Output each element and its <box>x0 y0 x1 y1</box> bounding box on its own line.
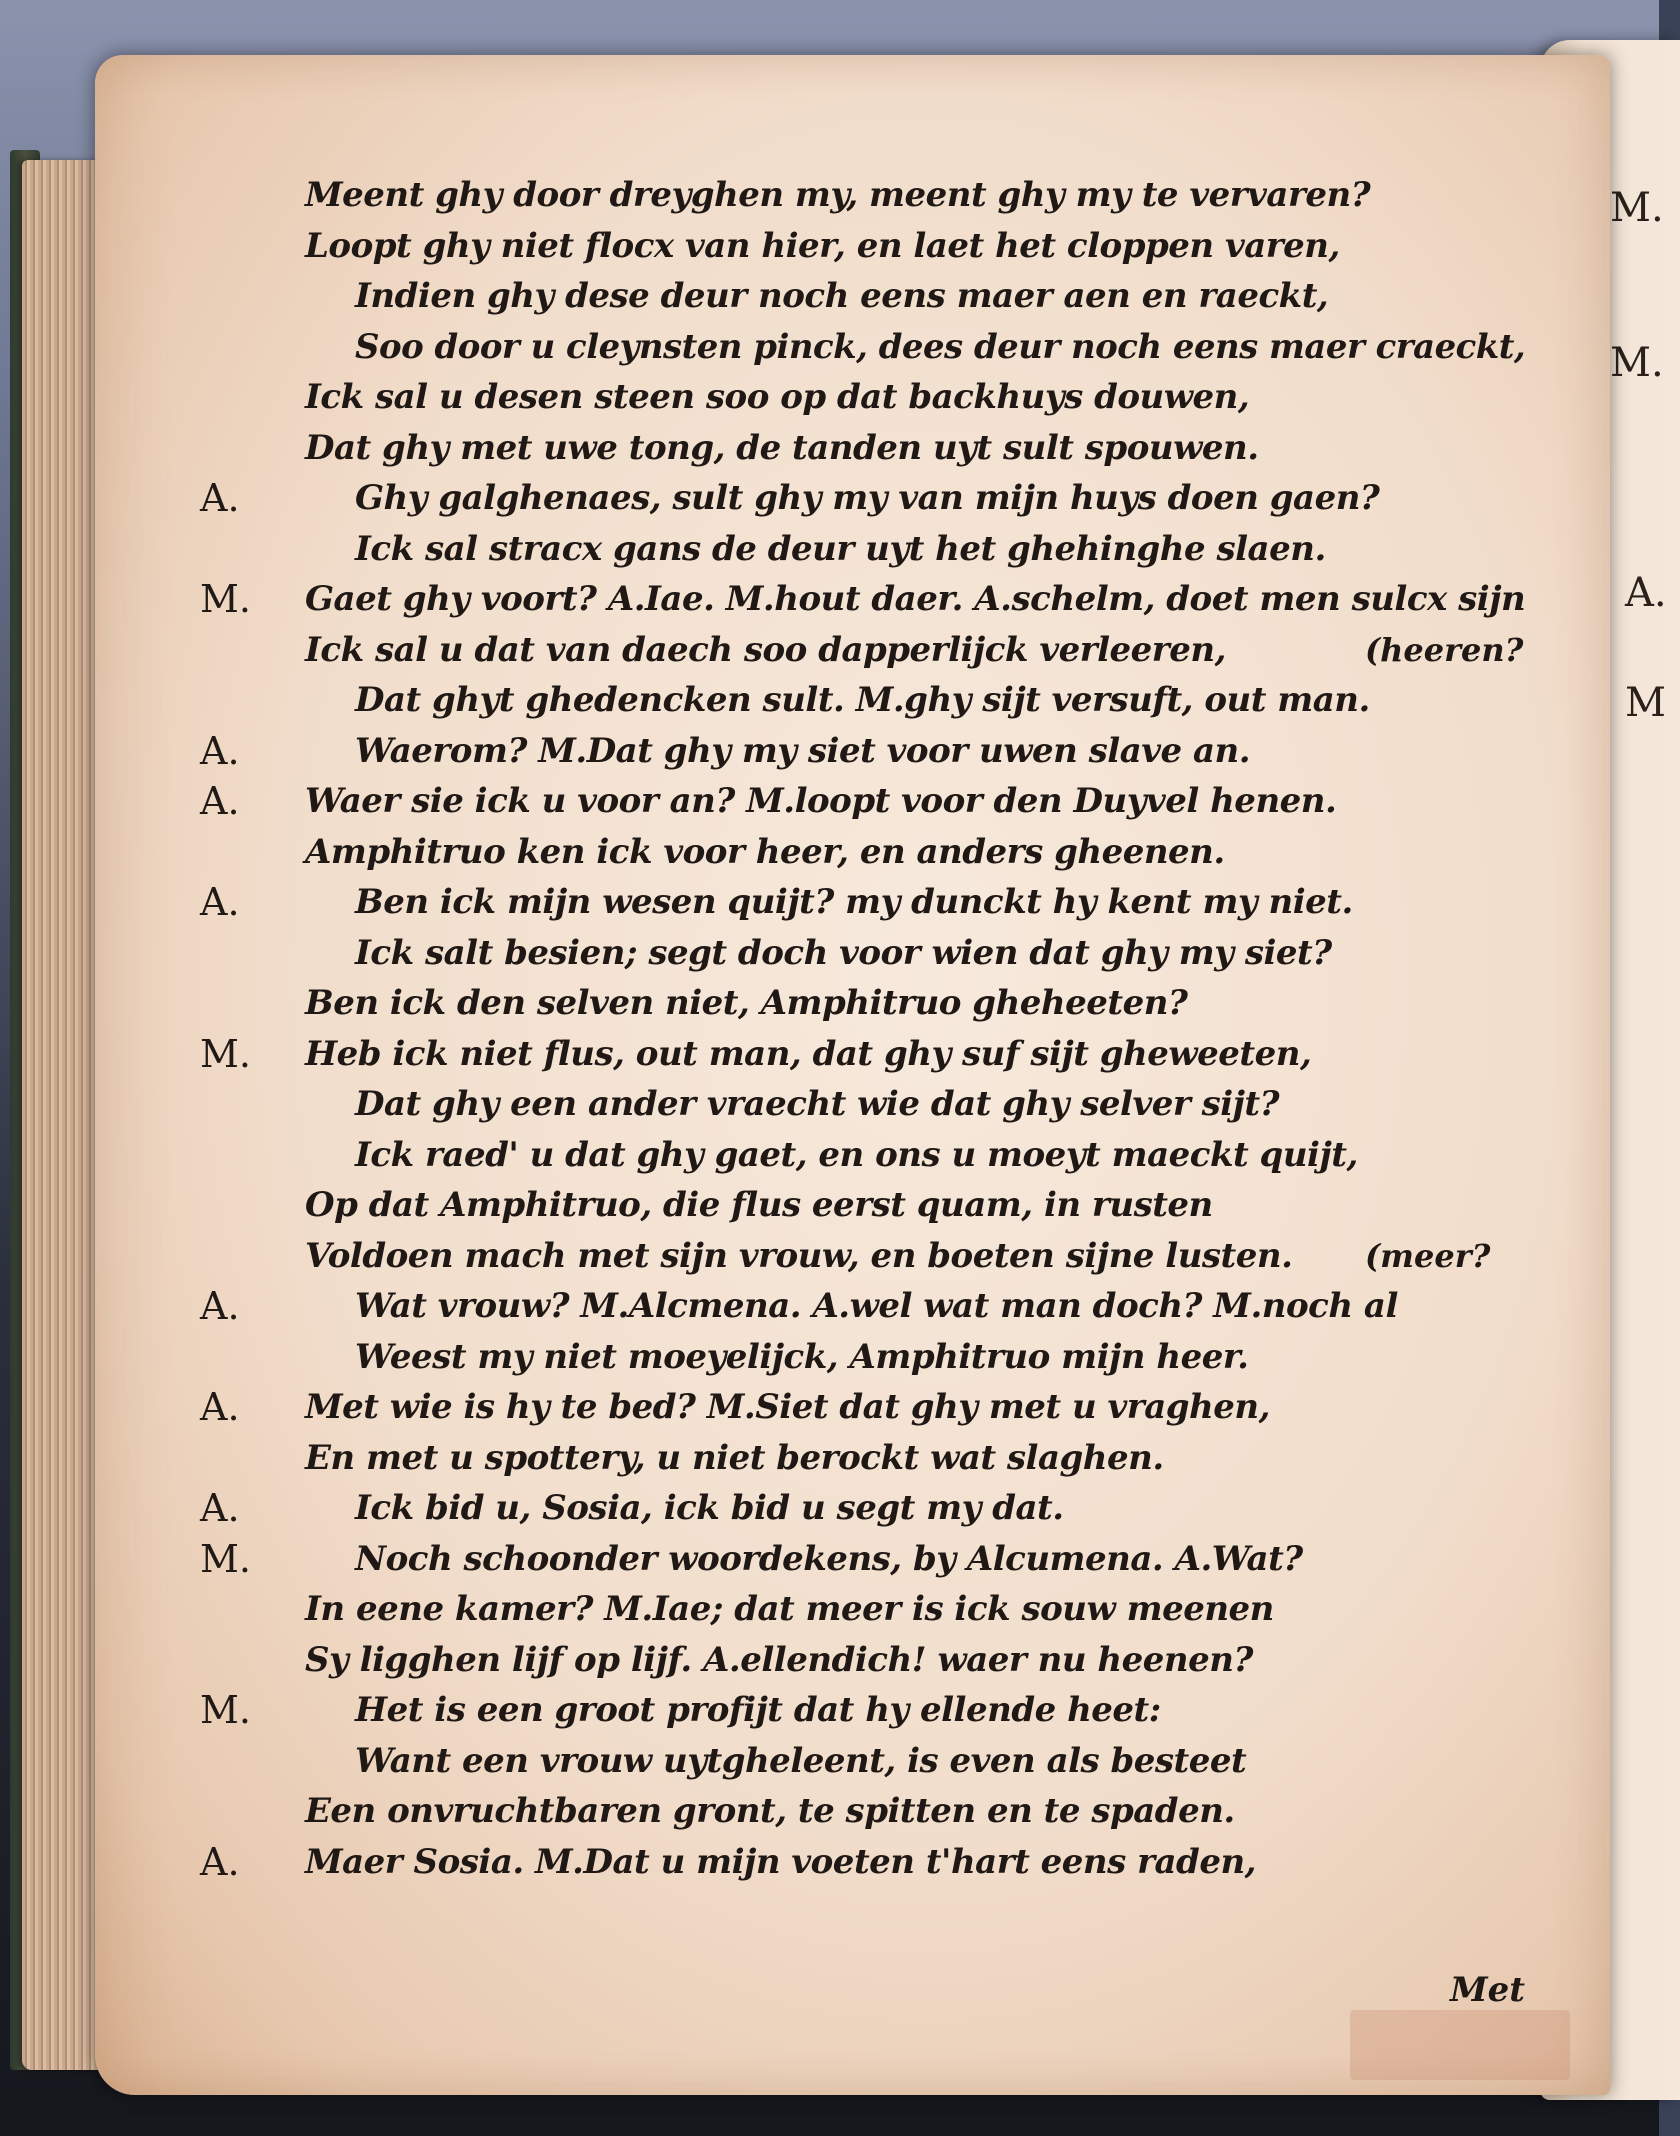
verse-line <box>0 1433 1659 1483</box>
verse-line <box>0 1635 1659 1685</box>
verse-text: Waer sie ick u voor an? M.loopt voor den Duyvel henen. <box>305 781 1337 821</box>
verse-line <box>0 1079 1659 1129</box>
verse-text: Soo door u cleynsten pinck, dees deur noch eens maer craeckt, <box>355 326 1526 367</box>
verse-line <box>0 625 1659 675</box>
verse-text: Ick sal u desen steen soo op dat backhuys douwen, <box>305 377 1250 417</box>
verse-line <box>0 1736 1659 1786</box>
verse-line <box>0 1685 1659 1735</box>
facing-speaker-mark: A. <box>1625 570 1667 616</box>
facing-speaker-mark: M <box>1625 680 1666 726</box>
speaker-label: A. <box>200 1385 240 1429</box>
verse-text: Loopt ghy niet flocx van hier, en laet het cloppen varen, <box>305 225 1340 266</box>
verse-text: Ick sal stracx gans de deur uyt het ghehinghe slaen. <box>355 528 1326 569</box>
verse-text: Meent ghy door dreyghen my, meent ghy my te vervaren? <box>305 175 1371 215</box>
speaker-label: M. <box>200 1688 251 1732</box>
verse-text: Ick raed' u dat ghy gaet, en ons u moeyt maeckt quijt, <box>355 1134 1358 1175</box>
verse-line <box>0 271 1659 321</box>
turnover-note: (meer? <box>1365 1236 1491 1275</box>
speaker-label: A. <box>200 476 240 520</box>
verse-text: Ick sal u dat van daech soo dapperlijck verleeren, <box>305 629 1226 670</box>
verse-text: Noch schoonder woordekens, by Alcumena. A.Wat? <box>355 1538 1303 1579</box>
verse-text: Ghy galghenaes, sult ghy my van mijn huys doen gaen? <box>355 478 1380 518</box>
verse-line <box>0 1231 1659 1281</box>
verse-text: En met u spottery, u niet berockt wat slaghen. <box>305 1437 1164 1478</box>
speaker-label: A. <box>200 728 240 773</box>
verse-text: Gaet ghy voort? A.Iae. M.hout daer. A.schelm, doet men sulcx sijn <box>305 579 1526 619</box>
verse-text: Waerom? M.Dat ghy my siet voor uwen slave an. <box>355 730 1251 771</box>
verse-text: Ick salt besien; segt doch voor wien dat ghy my siet? <box>355 932 1332 973</box>
verse-line <box>0 1534 1659 1584</box>
verse-line <box>0 1837 1659 1887</box>
speaker-label: A. <box>200 779 240 823</box>
speaker-label: M. <box>200 1536 251 1581</box>
catchword: Met <box>1450 1970 1525 2010</box>
speaker-label: M. <box>200 577 251 621</box>
verse-line <box>0 726 1659 776</box>
verse-line <box>0 1130 1659 1180</box>
facing-speaker-mark: M. <box>1610 185 1664 231</box>
verse-line <box>0 877 1659 927</box>
verse-text: Dat ghyt ghedencken sult. M.ghy sijt versuft, out man. <box>355 680 1370 720</box>
verse-line <box>0 928 1659 978</box>
speaker-label: M. <box>200 1031 251 1076</box>
verse-line <box>0 524 1659 574</box>
verse-text: Op dat Amphitruo, die flus eerst quam, in rusten <box>305 1185 1213 1225</box>
speaker-label: A. <box>200 1486 240 1530</box>
verse-line <box>0 1786 1659 1836</box>
verse-text: Indien ghy dese deur noch eens maer aen en raeckt, <box>355 276 1329 316</box>
verse-line <box>0 372 1659 422</box>
verse-text: Ick bid u, Sosia, ick bid u segt my dat. <box>355 1488 1064 1528</box>
verse-text: In eene kamer? M.Iae; dat meer is ick souw meenen <box>305 1589 1274 1629</box>
verse-text: Dat ghy met uwe tong, de tanden uyt sult spouwen. <box>305 427 1259 468</box>
verse-text: Dat ghy een ander vraecht wie dat ghy selver sijt? <box>355 1084 1280 1124</box>
verse-line <box>0 1584 1659 1634</box>
verse-line <box>0 675 1659 725</box>
verse-text: Voldoen mach met sijn vrouw, en boeten sijne lusten. <box>305 1235 1293 1276</box>
speaker-label: A. <box>200 1284 240 1328</box>
turnover-note: (heeren? <box>1365 630 1524 669</box>
verse-text: Een onvruchtbaren gront, te spitten en te spaden. <box>305 1791 1235 1831</box>
verse-line <box>0 1332 1659 1382</box>
verse-line <box>0 1382 1659 1432</box>
speaker-label: A. <box>200 880 240 924</box>
verse-line <box>0 170 1659 220</box>
verse-line <box>0 1180 1659 1230</box>
verse-text: Amphitruo ken ick voor heer, en anders gheenen. <box>305 831 1225 872</box>
verse-line <box>0 776 1659 826</box>
verse-text: Weest my niet moeyelijck, Amphitruo mijn heer. <box>355 1336 1249 1377</box>
page-stain <box>1350 2010 1570 2080</box>
verse-text: Het is een groot profijt dat hy ellende heet: <box>355 1690 1161 1730</box>
verse-text: Heb ick niet flus, out man, dat ghy suf sijt gheweeten, <box>305 1033 1312 1074</box>
verse-line <box>0 1029 1659 1079</box>
verse-line <box>0 473 1659 523</box>
verse-text: Maer Sosia. M.Dat u mijn voeten t'hart eens raden, <box>305 1841 1257 1882</box>
verse-text: Wat vrouw? M.Alcmena. A.wel wat man doch? M.noch al <box>355 1286 1398 1326</box>
verse-line <box>0 574 1659 624</box>
verse-line <box>0 827 1659 877</box>
speaker-label: A. <box>200 1839 240 1884</box>
verse-line <box>0 221 1659 271</box>
verse-text: Ben ick den selven niet, Amphitruo gheheeten? <box>305 983 1188 1023</box>
verse-line <box>0 423 1659 473</box>
facing-speaker-mark: M. <box>1610 340 1664 386</box>
verse-text: Met wie is hy te bed? M.Siet dat ghy met u vraghen, <box>305 1387 1270 1427</box>
verse-text: Ben ick mijn wesen quijt? my dunckt hy kent my niet. <box>355 882 1353 922</box>
verse-text: Sy ligghen lijf op lijf. A.ellendich! waer nu heenen? <box>305 1639 1253 1680</box>
verse-line <box>0 1483 1659 1533</box>
verse-text: Want een vrouw uytgheleent, is even als besteet <box>355 1740 1247 1781</box>
verse-line <box>0 322 1659 372</box>
verse-line <box>0 1281 1659 1331</box>
verse-line <box>0 978 1659 1028</box>
